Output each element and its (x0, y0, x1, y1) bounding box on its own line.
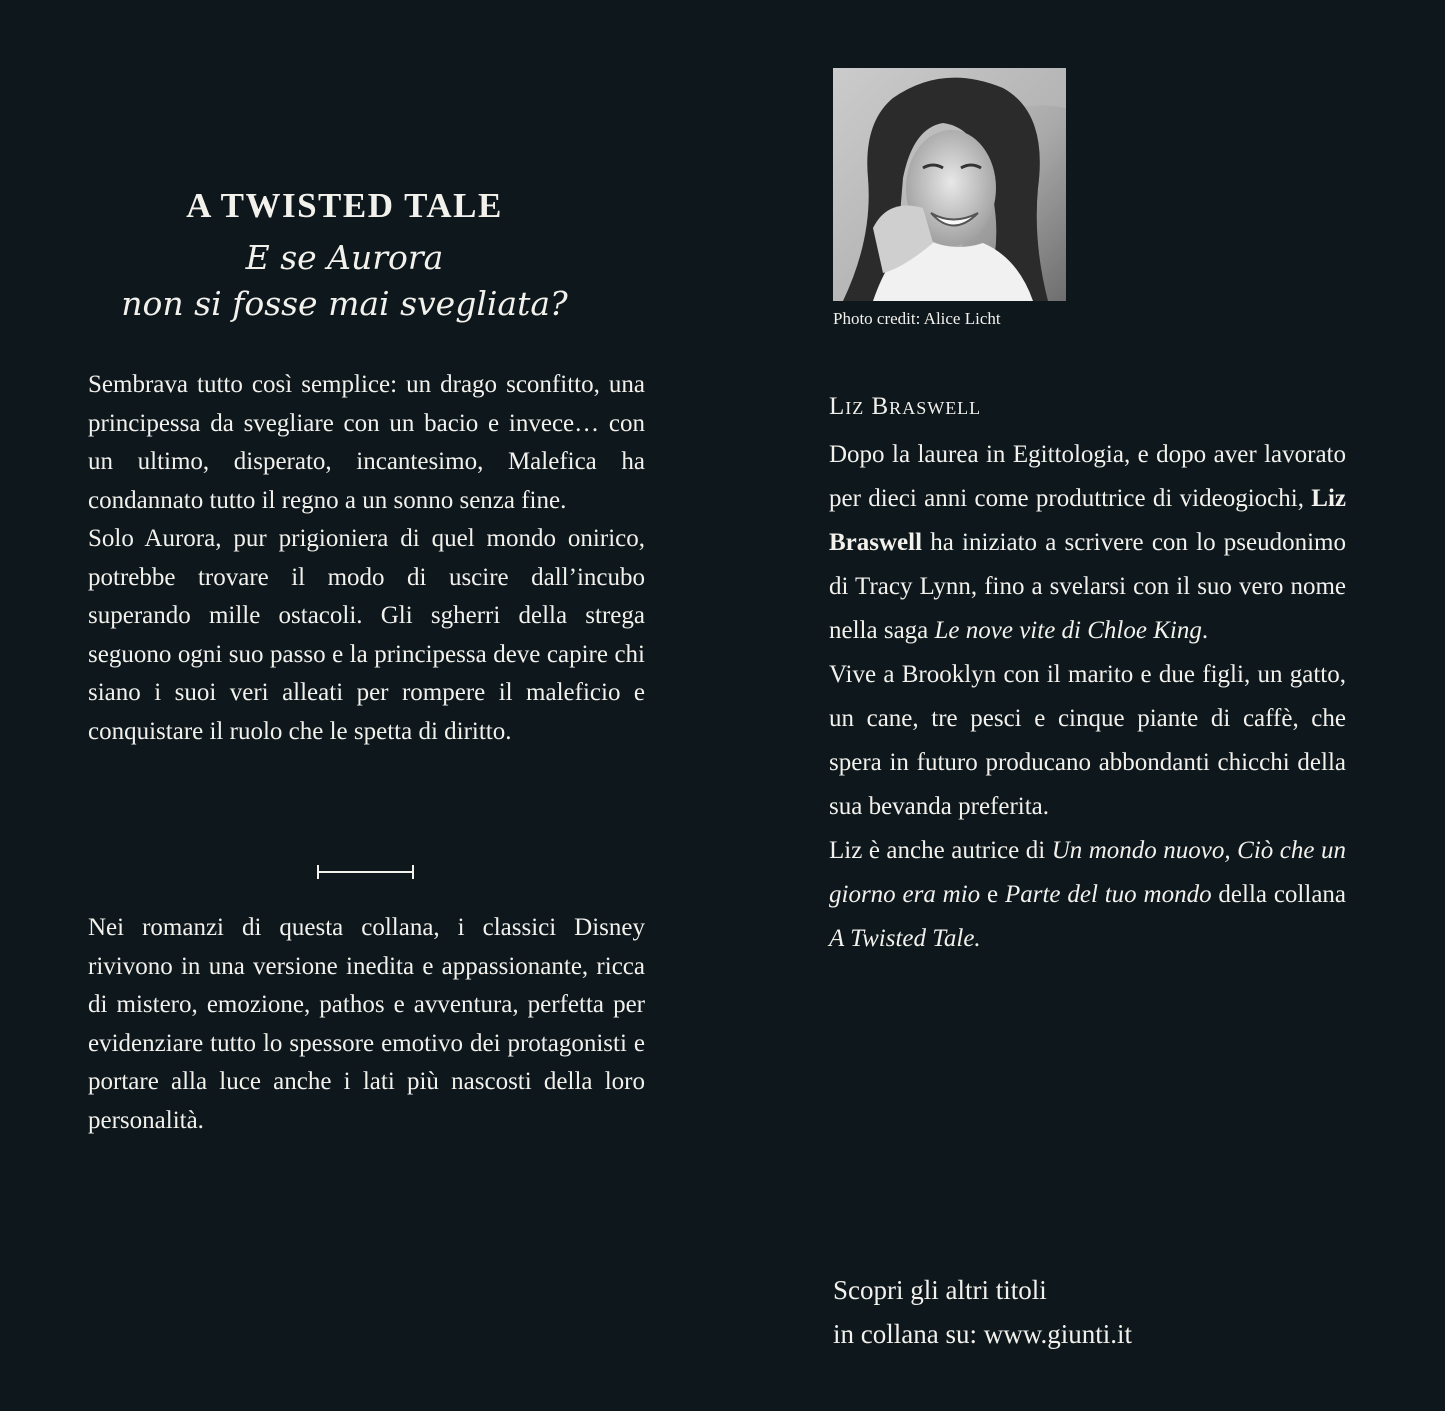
series-description-text: Nei romanzi di questa collana, i classici Disney rivivono in una versione inedita e appassionante, ricca di mistero, emozione, pathos e avventura, perfetta per evidenziare tutto lo spessore emotivo dei protagonisti e portare alla luce anche i lati più nascosti della loro personalità. (88, 914, 645, 1134)
bio-paragraph-2: Vive a Brooklyn con il marito e due figli, un gatto, un cane, tre pesci e cinque piante di caffè, che spera in futuro producano abbondanti chicchi della sua bevanda preferita. (829, 661, 1346, 820)
bio-paragraph-3: Liz è anche autrice di Un mondo nuovo, Ciò che un giorno era mio e Parte del tuo mondo della collana A Twisted Tale. (829, 837, 1347, 952)
footer-website-note (833, 1268, 1132, 1356)
series-title: A TWISTED TALE (186, 186, 503, 225)
other-titles: Un mondo nuovo, Ciò che un giorno era mio (829, 837, 1346, 908)
footer-line-2: in collana su: www.giunti.it (833, 1319, 1132, 1349)
author-name-heading: Liz Braswell (829, 393, 982, 420)
blurb-paragraph-2: Solo Aurora, pur prigioniera di quel mondo onirico, potrebbe trovare il modo di uscire dall’incubo superando mille ostacoli. Gli sgherri della strega seguono ogni suo passo e la principessa deve capire chi siano i suoi veri alleati per rompere il maleficio e conquistare il ruolo che le spetta di diritto. (88, 525, 645, 745)
series-name: A Twisted Tale. (829, 925, 981, 952)
subtitle-line-1: E se Aurora (245, 238, 444, 277)
book-subtitle (66, 235, 623, 327)
book-blurb (88, 366, 645, 751)
book-title-chloe-king: Le nove vite di Chloe King (934, 617, 1202, 644)
bio-paragraph-1: Dopo la laurea in Egittologia, e dopo aver lavorato per dieci anni come produttrice di videogiochi, Liz Braswell ha iniziato a scrivere con lo pseudonimo di Tracy Lynn, fino a svelarsi con il suo vero nome nella saga Le nove vite di Chloe King. (829, 441, 1346, 644)
blurb-paragraph-1: Sembrava tutto così semplice: un drago sconfitto, una principessa da svegliare con un bacio e invece… con un ultimo, disperato, incantesimo, Malefica ha condannato tutto il regno a un sonno senza fine. (88, 371, 645, 514)
divider-ornament (317, 865, 414, 879)
author-bio (829, 433, 1346, 961)
footer-line-1: Scopri gli altri titoli (833, 1275, 1047, 1305)
other-title-parte-del-tuo-mondo: Parte del tuo mondo (1004, 881, 1212, 908)
author-photo (833, 68, 1066, 301)
author-name-bold: Liz Braswell (829, 485, 1346, 556)
series-description (88, 909, 645, 1140)
subtitle-line-2: non si fosse mai svegliata? (121, 284, 568, 323)
photo-credit: Photo credit: Alice Licht (833, 309, 1001, 328)
